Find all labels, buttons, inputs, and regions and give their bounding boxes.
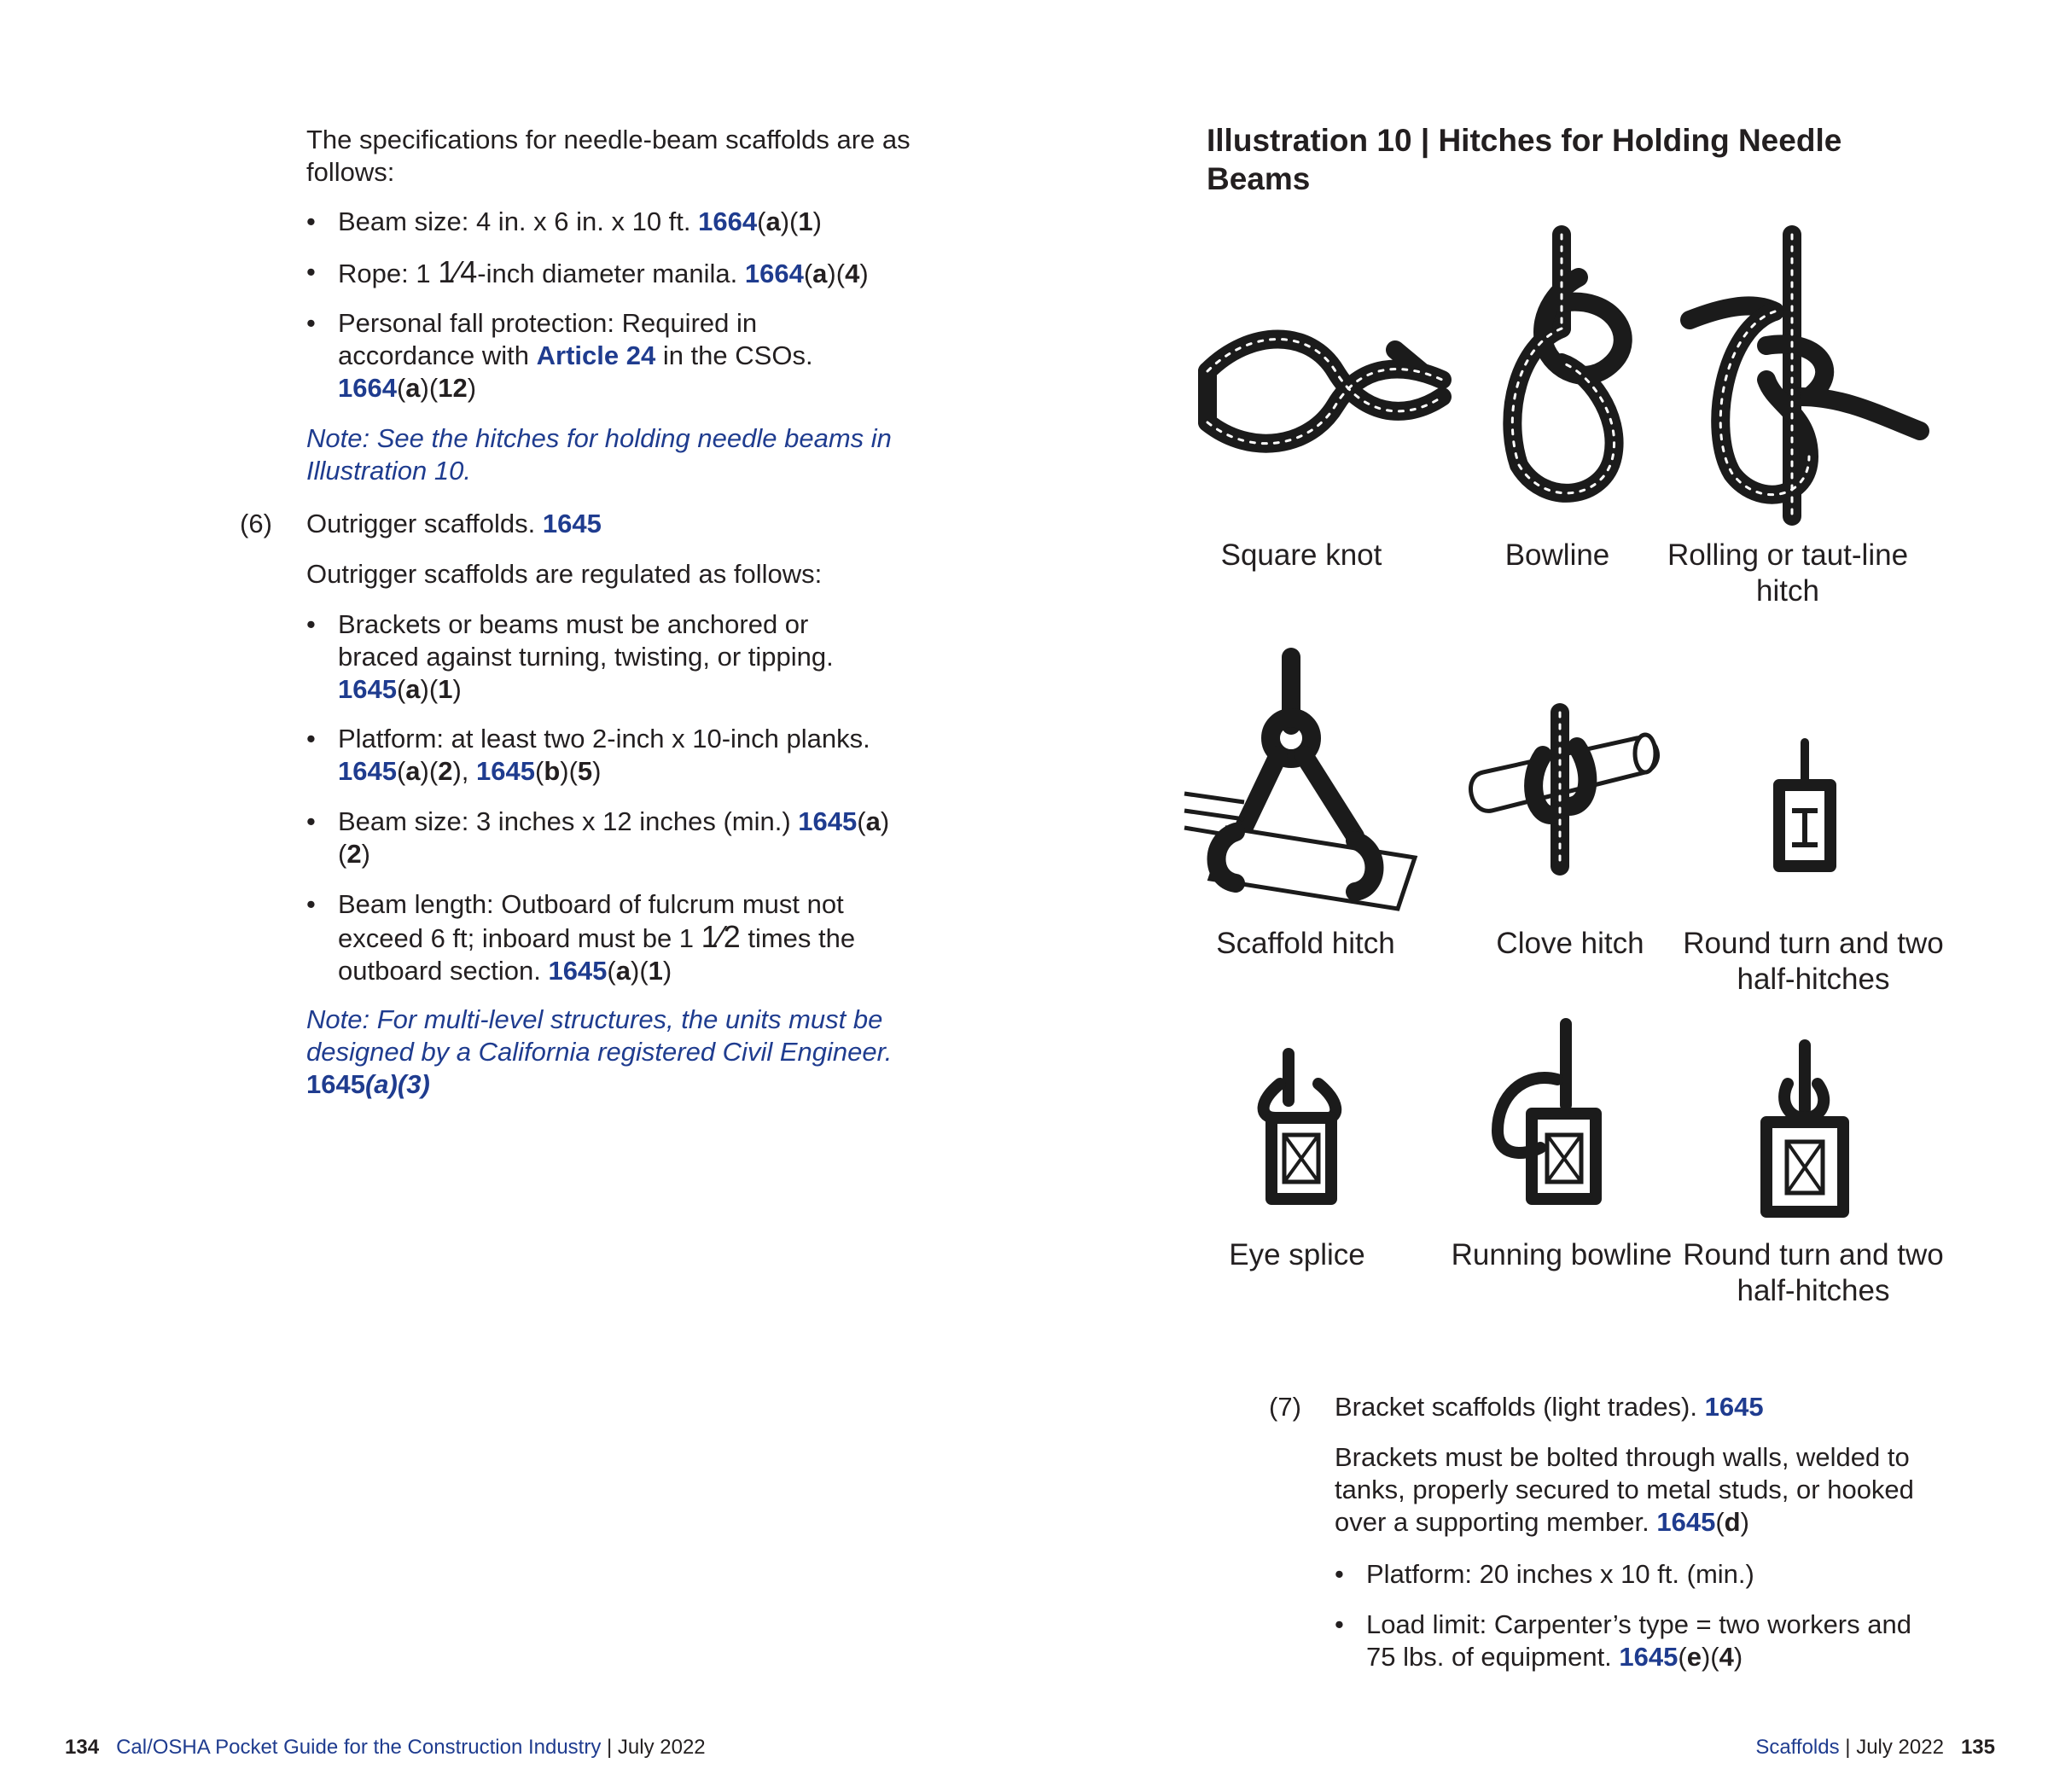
code-reference[interactable]: 1645: [338, 756, 397, 786]
fraction: 1⁄2: [701, 919, 741, 954]
illustration-title: Illustration 10 | Hitches for Holding Needle Beams: [1207, 123, 1842, 196]
bullet-dot: •: [306, 889, 316, 919]
list-item: • Platform: at least two 2-inch x 10-inch planks. 1645(a)(2), 1645(b)(5): [306, 724, 870, 786]
section-paragraph: Brackets must be bolted through walls, welded to tanks, properly secured to metal studs, or hooked over a supporting member. 1645(d): [1335, 1442, 1914, 1537]
knot-caption: Rolling or taut-line hitch: [1667, 538, 1909, 608]
code-reference[interactable]: 1645: [306, 1069, 365, 1099]
code-reference[interactable]: 1645: [1619, 1642, 1679, 1672]
knot-caption: Clove hitch: [1496, 927, 1644, 960]
bullet-dot: •: [306, 609, 316, 639]
knot-caption: Bowline: [1504, 538, 1610, 572]
round-turn-icon: [1749, 1041, 1860, 1220]
section-number: (6): [240, 509, 272, 538]
code-reference[interactable]: 1645: [1704, 1392, 1764, 1422]
list-item: • Beam size: 4 in. x 6 in. x 10 ft. 1664(a)(1): [306, 207, 822, 236]
article-24-link[interactable]: Article 24: [536, 340, 656, 370]
code-reference[interactable]: 1645: [542, 509, 602, 538]
knot-caption: Square knot: [1220, 538, 1382, 572]
section-name[interactable]: Scaffolds: [1755, 1736, 1840, 1759]
running-bowline-icon: [1472, 1020, 1617, 1216]
code-reference[interactable]: 1645: [798, 806, 858, 836]
intro-paragraph: The specifications for needle-beam scaffolds are as follows:: [306, 125, 911, 187]
code-reference[interactable]: 1645: [476, 756, 535, 786]
note-engineer: Note: For multi-level structures, the units must be designed by a California registered Civil Engineer. 1645(a)(3): [306, 1004, 893, 1099]
section-heading: Bracket scaffolds (light trades). 1645: [1335, 1392, 1764, 1422]
list-item: • Beam length: Outboard of fulcrum must not exceed 6 ft; inboard must be 1 1⁄2 times the outboard section. 1645(a)(1): [306, 889, 856, 986]
page-number: 135: [1960, 1736, 1995, 1759]
list-item: • Beam size: 3 inches x 12 inches (min.) 1645(a)(2): [306, 806, 890, 869]
scaffold-hitch-icon: [1176, 649, 1432, 913]
rolling-hitch-icon: [1673, 226, 1929, 525]
fraction: 1⁄4: [438, 254, 478, 289]
bullet-dot: •: [1335, 1559, 1344, 1589]
knot-caption: Scaffold hitch: [1216, 927, 1395, 960]
bullet-dot: •: [306, 308, 316, 338]
code-reference[interactable]: 1664: [744, 259, 804, 288]
footer-left: 134 Cal/OSHA Pocket Guide for the Construction Industry | July 2022: [65, 1736, 706, 1759]
code-reference[interactable]: 1645: [548, 956, 608, 986]
bullet-dot: •: [1335, 1609, 1344, 1639]
list-item: • Personal fall protection: Required in accordance with Article 24 in the CSOs. 1664(a)(12): [306, 308, 813, 403]
section-number: (7): [1269, 1392, 1301, 1422]
list-item: • Rope: 1 1⁄4-inch diameter manila. 1664(a)(4): [306, 254, 869, 289]
knot-caption: Round turn and two half-hitches: [1683, 927, 1944, 996]
knot-caption: Eye splice: [1229, 1238, 1365, 1271]
list-item: • Load limit: Carpenter’s type = two workers and 75 lbs. of equipment. 1645(e)(4): [1335, 1609, 1911, 1672]
bowline-icon: [1485, 226, 1655, 516]
round-turn-icon: [1758, 738, 1852, 883]
code-reference[interactable]: 1664: [698, 207, 758, 236]
clove-hitch-icon: [1466, 704, 1671, 875]
section-intro: Outrigger scaffolds are regulated as follows:: [306, 559, 823, 589]
footer-right: Scaffolds | July 2022 135: [1755, 1736, 1995, 1759]
list-item: • Brackets or beams must be anchored or braced against turning, twisting, or tipping. 1645(a)(1): [306, 609, 834, 704]
code-reference[interactable]: 1645: [338, 674, 397, 704]
page-number: 134: [65, 1736, 100, 1759]
section-heading: Outrigger scaffolds. 1645: [306, 509, 602, 538]
bullet-dot: •: [306, 207, 316, 236]
square-knot-icon: [1190, 311, 1455, 465]
note-illustration: Note: See the hitches for holding needle beams in Illustration 10.: [306, 423, 892, 486]
list-item: • Platform: 20 inches x 10 ft. (min.): [1335, 1559, 1754, 1589]
bullet-dot: •: [306, 806, 316, 836]
knot-caption: Round turn and two half-hitches: [1683, 1238, 1944, 1307]
code-reference[interactable]: 1664: [338, 373, 397, 403]
guide-title[interactable]: Cal/OSHA Pocket Guide for the Construction Industry: [116, 1736, 602, 1759]
eye-splice-icon: [1250, 1050, 1353, 1212]
code-reference[interactable]: 1645: [1656, 1507, 1716, 1537]
knot-caption: Running bowline: [1451, 1238, 1673, 1271]
bullet-dot: •: [306, 257, 316, 287]
bullet-dot: •: [306, 724, 316, 753]
